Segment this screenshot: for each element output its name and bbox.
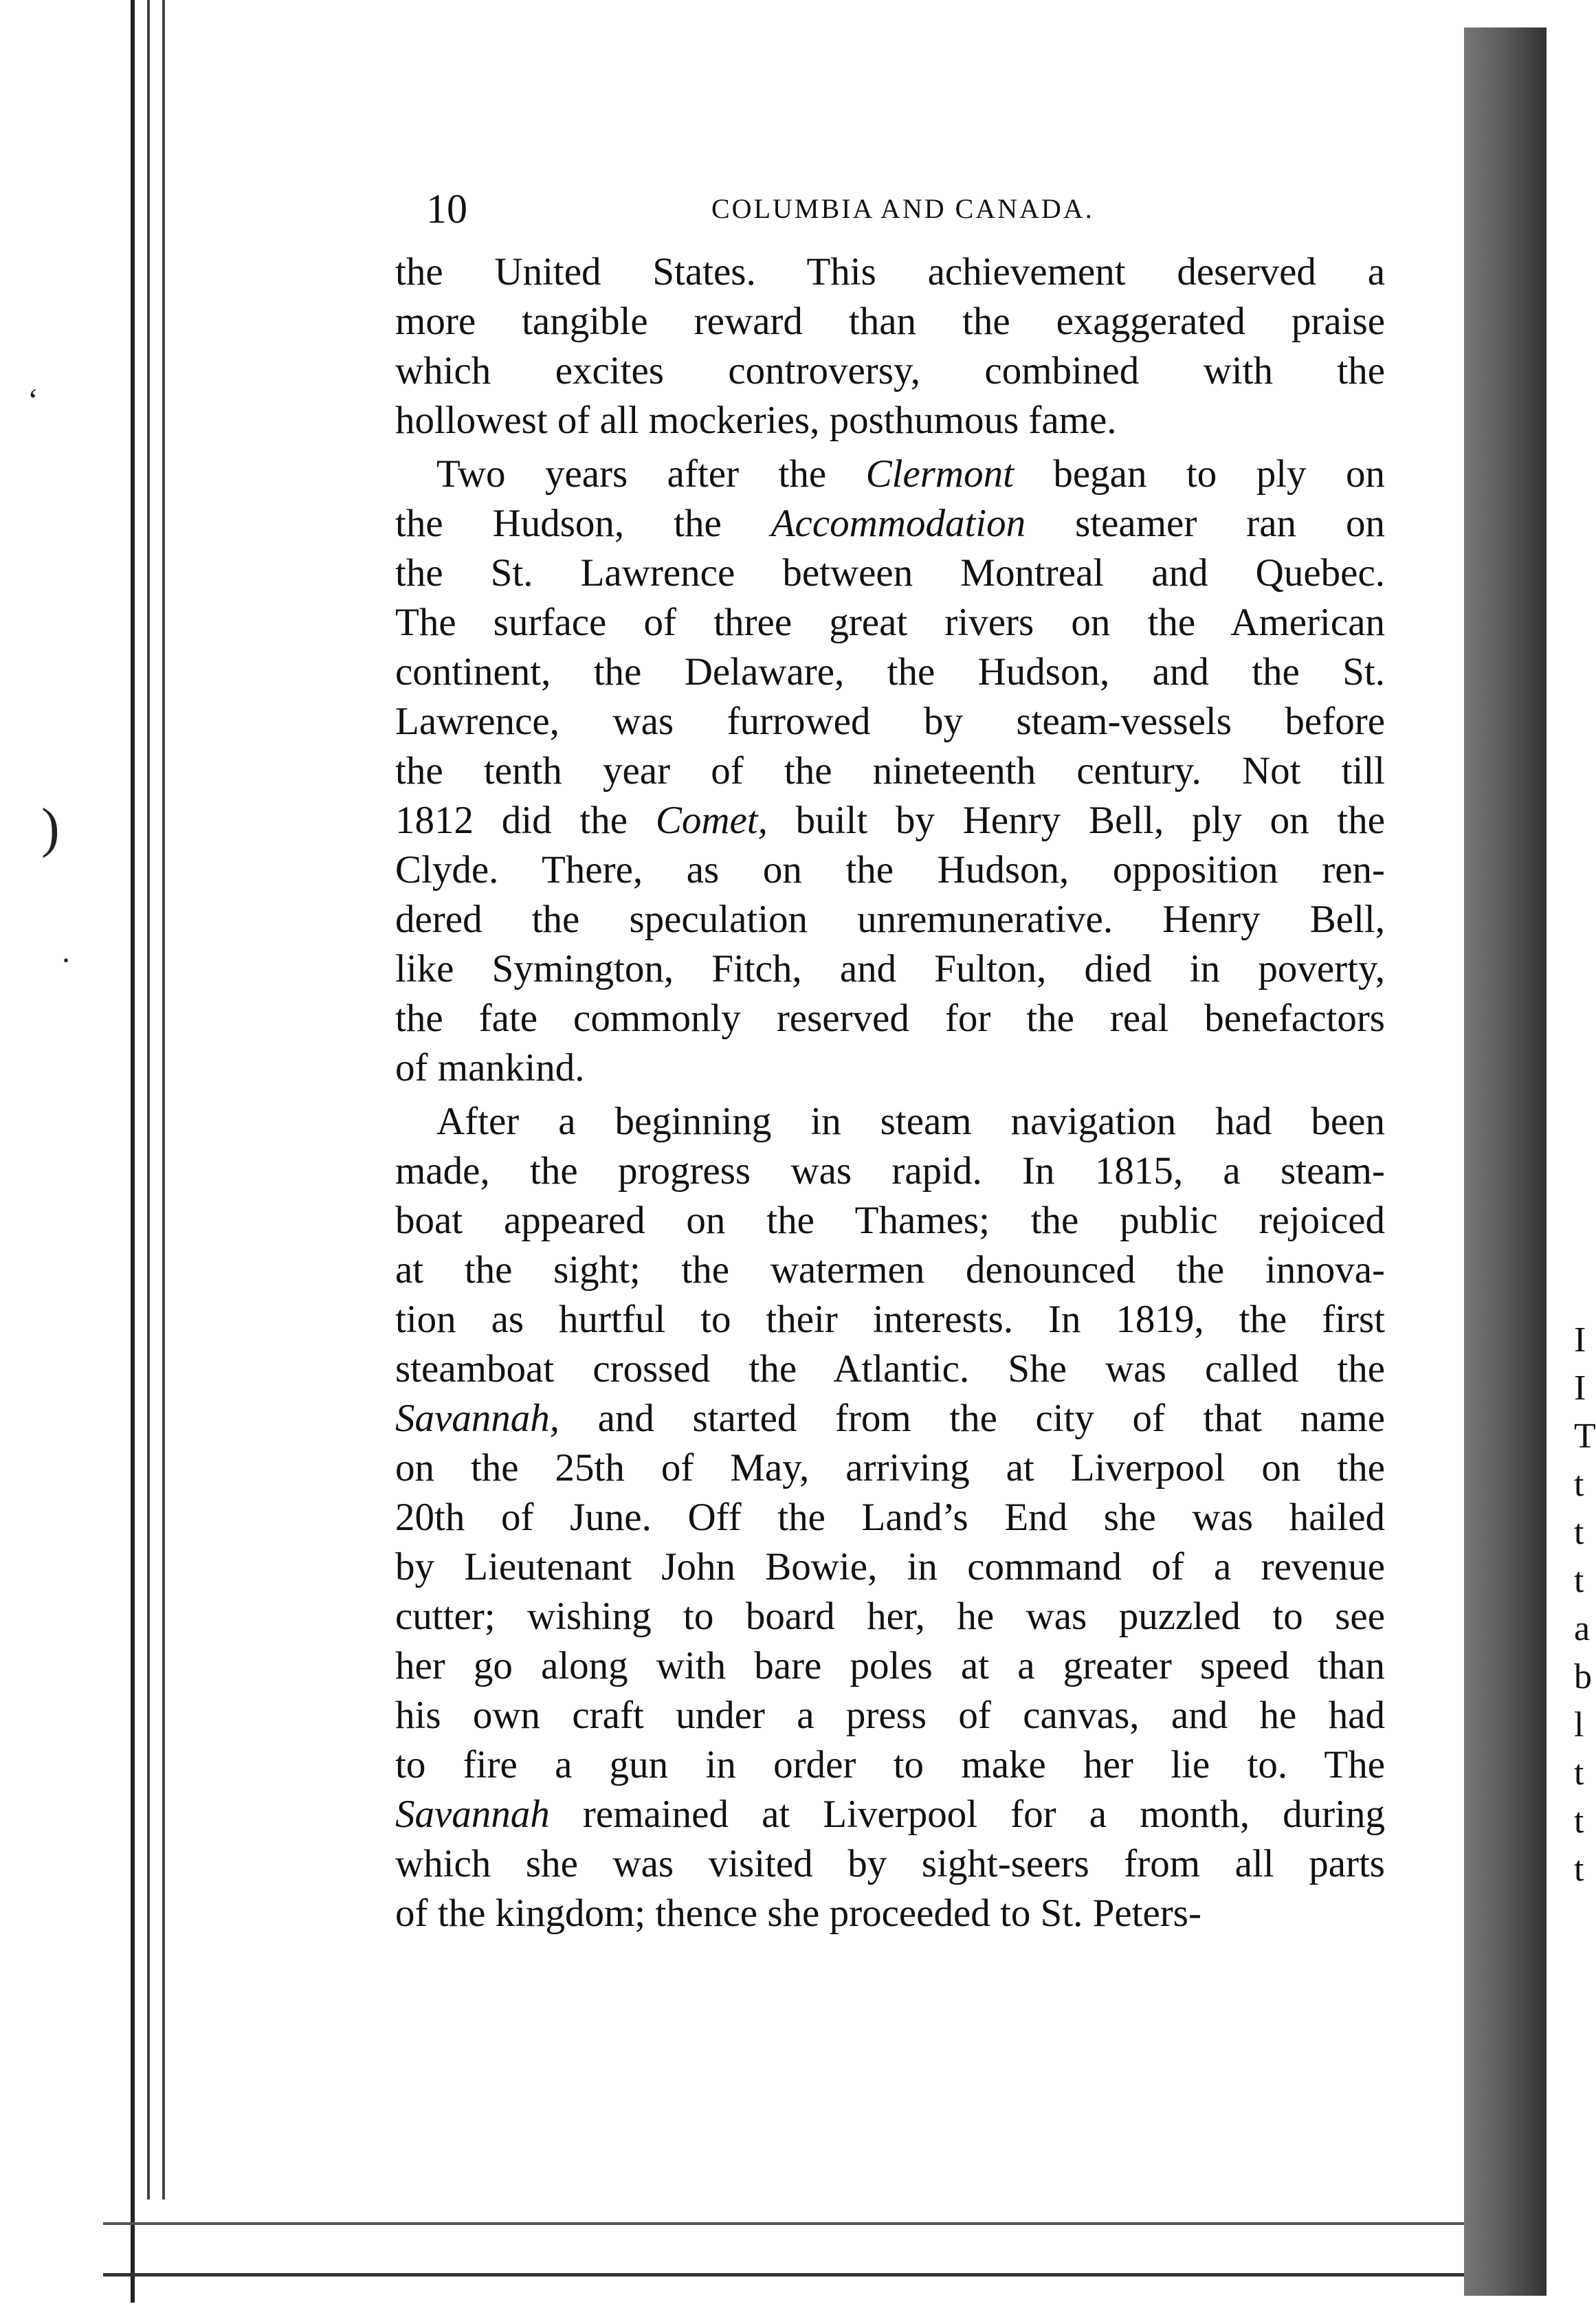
text-line xyxy=(395,1493,1385,1542)
text-run: the fate commonly reserved for the real benefactors xyxy=(395,997,1385,1040)
text-line xyxy=(395,746,1385,796)
page-header xyxy=(395,186,1385,247)
facing-page-letter: l xyxy=(1574,1705,1584,1744)
text-line xyxy=(395,1344,1385,1394)
text-run: boat appeared on the Thames; the public rejoiced xyxy=(395,1199,1385,1242)
text-line xyxy=(395,346,1385,396)
text-line xyxy=(395,1889,1385,1938)
margin-paren: ) xyxy=(41,798,60,859)
book-gutter xyxy=(1464,27,1547,2296)
text-run: hollowest of all mockeries, posthumous fame. xyxy=(395,399,1117,442)
text-line xyxy=(395,450,1385,499)
italic-text: Clermont xyxy=(865,452,1014,496)
text-line xyxy=(395,845,1385,895)
text-line xyxy=(395,647,1385,697)
text-run: Clyde. There, as on the Hudson, opposition ren- xyxy=(395,848,1385,891)
text-line xyxy=(395,1542,1385,1592)
facing-page-letter: a xyxy=(1574,1609,1591,1648)
text-run: steamer ran on xyxy=(1026,502,1385,545)
text-run: remained at Liverpool for a month, during xyxy=(549,1793,1385,1836)
text-run: the tenth year of the nineteenth century. Not till xyxy=(395,749,1385,793)
text-run: built by Henry Bell, ply on the xyxy=(767,799,1385,842)
text-line xyxy=(395,1394,1385,1443)
text-run: and started from the city of that name xyxy=(559,1397,1385,1440)
text-run: more tangible reward than the exaggerated praise xyxy=(395,300,1385,343)
text-run: steamboat crossed the Atlantic. She was called the xyxy=(395,1347,1385,1391)
facing-page-letter: t xyxy=(1574,1513,1584,1552)
text-run: to fire a gun in order to make her lie to. The xyxy=(395,1743,1385,1786)
text-run: the United States. This achievement deserved a xyxy=(395,250,1385,293)
text-run: began to ply on xyxy=(1013,452,1385,496)
margin-speck: · xyxy=(60,942,71,979)
italic-text: Savannah xyxy=(395,1793,550,1836)
text-line xyxy=(395,499,1385,549)
facing-page-letter: I xyxy=(1574,1369,1586,1408)
book-page xyxy=(395,186,1385,1938)
facing-page-letter: T xyxy=(1574,1417,1596,1456)
text-run: by Lieutenant John Bowie, in command of a revenue xyxy=(395,1545,1385,1588)
text-run: made, the progress was rapid. In 1815, a steam- xyxy=(395,1149,1385,1193)
margin-speck: ‘ xyxy=(27,382,38,419)
page-edges-left xyxy=(131,0,192,2303)
text-line xyxy=(395,598,1385,647)
text-line xyxy=(395,1691,1385,1740)
paragraph xyxy=(395,450,1385,1093)
page-edges-bottom xyxy=(103,2222,1478,2277)
text-run: his own craft under a press of canvas, and he had xyxy=(395,1694,1385,1737)
text-line xyxy=(395,1295,1385,1344)
text-line xyxy=(395,895,1385,944)
facing-page-letter: I xyxy=(1574,1320,1586,1360)
text-line xyxy=(395,247,1385,297)
text-run: cutter; wishing to board her, he was puzzled to see xyxy=(395,1595,1385,1638)
text-run: like Symington, Fitch, and Fulton, died in poverty, xyxy=(395,947,1385,990)
text-run: 20th of June. Off the Land’s End she was hailed xyxy=(395,1496,1385,1539)
text-run: dered the speculation unremunerative. Henry Bell, xyxy=(395,898,1385,941)
text-run: of the kingdom; thence she proceeded to St. Peters- xyxy=(395,1892,1201,1935)
italic-text: Accommodation xyxy=(771,502,1026,545)
facing-page-letter: b xyxy=(1574,1657,1592,1696)
text-line xyxy=(395,1839,1385,1889)
text-line xyxy=(395,549,1385,598)
text-run: continent, the Delaware, the Hudson, and the St. xyxy=(395,650,1385,694)
text-run: which excites controversy, combined with the xyxy=(395,349,1385,392)
facing-page-letter: t xyxy=(1574,1850,1584,1889)
italic-text: Savannah, xyxy=(395,1397,560,1440)
facing-page-letter: t xyxy=(1574,1753,1584,1793)
text-line xyxy=(395,697,1385,746)
text-line xyxy=(395,1641,1385,1691)
italic-text: Comet, xyxy=(655,799,768,842)
text-run: on the 25th of May, arriving at Liverpool on the xyxy=(395,1446,1385,1489)
facing-page-letter: t xyxy=(1574,1465,1584,1504)
running-title: COLUMBIA AND CANADA. xyxy=(711,193,1094,224)
text-line xyxy=(395,1196,1385,1245)
text-run: Two years after the xyxy=(436,452,866,496)
text-run: which she was visited by sight-seers from all parts xyxy=(395,1842,1385,1885)
text-line xyxy=(395,1043,1385,1093)
text-line xyxy=(395,796,1385,845)
text-line xyxy=(395,1740,1385,1790)
text-line xyxy=(395,1245,1385,1295)
text-run: Lawrence, was furrowed by steam-vessels before xyxy=(395,700,1385,743)
text-line xyxy=(395,1592,1385,1641)
paragraph xyxy=(395,247,1385,445)
text-run: her go along with bare poles at a greater speed than xyxy=(395,1644,1385,1687)
facing-page-letter: t xyxy=(1574,1802,1584,1841)
text-line xyxy=(395,396,1385,445)
text-run: The surface of three great rivers on the American xyxy=(395,601,1385,644)
text-line xyxy=(395,297,1385,346)
facing-page-letter: t xyxy=(1574,1561,1584,1600)
text-run: After a beginning in steam navigation had been xyxy=(436,1100,1385,1143)
text-run: at the sight; the watermen denounced the innova- xyxy=(395,1248,1385,1292)
text-run: 1812 did the xyxy=(395,799,656,842)
text-run: tion as hurtful to their interests. In 1819, the first xyxy=(395,1298,1385,1341)
body-text xyxy=(395,247,1385,1938)
text-run: the St. Lawrence between Montreal and Quebec. xyxy=(395,551,1385,595)
page-number: 10 xyxy=(426,186,467,232)
text-line xyxy=(395,1443,1385,1493)
text-line xyxy=(395,944,1385,994)
text-line xyxy=(395,994,1385,1043)
text-line xyxy=(395,1147,1385,1196)
text-line xyxy=(395,1097,1385,1147)
text-run: the Hudson, the xyxy=(395,502,771,545)
text-line xyxy=(395,1790,1385,1839)
paragraph xyxy=(395,1097,1385,1938)
facing-page-strip xyxy=(1547,0,1586,2304)
text-run: of mankind. xyxy=(395,1046,585,1089)
